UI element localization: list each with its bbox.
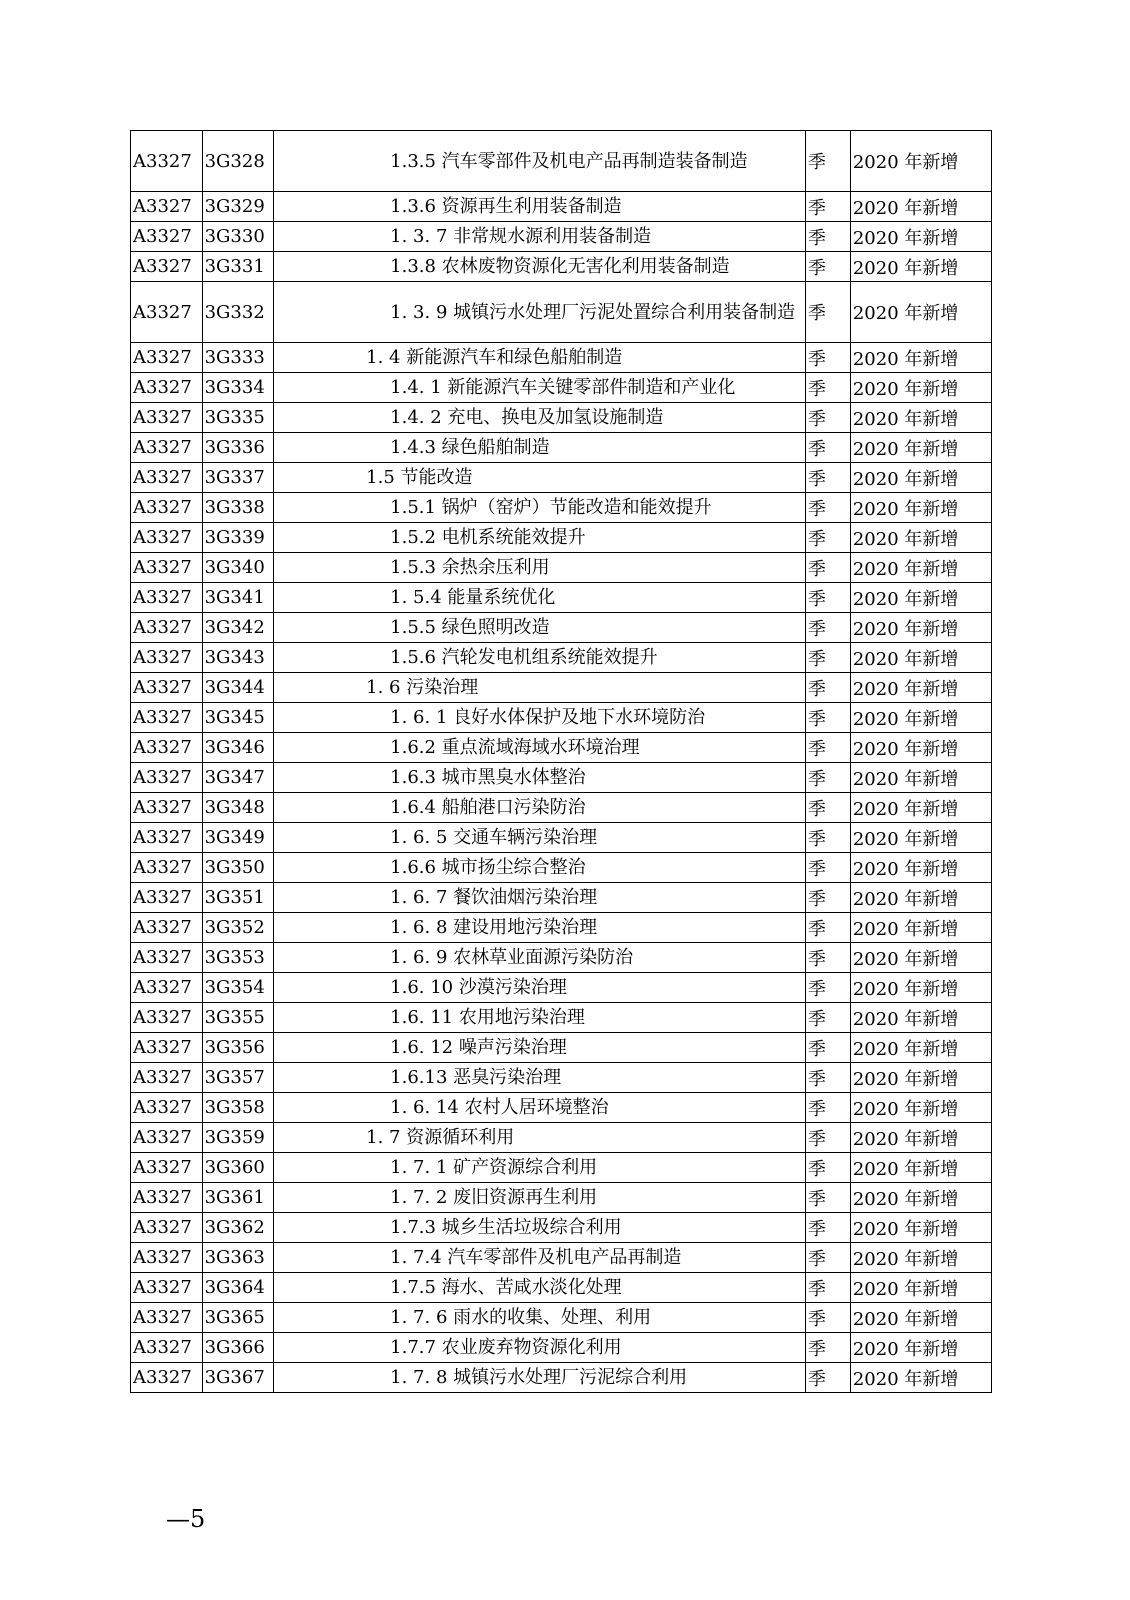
indicator-name: 1.5.6 汽轮发电机组系统能效提升 bbox=[390, 647, 658, 668]
indicator-name-cell bbox=[274, 1243, 806, 1273]
remark-cell: 2020 年新增 bbox=[850, 553, 991, 583]
code-b-cell: 3G342 bbox=[202, 613, 274, 643]
code-b-cell: 3G344 bbox=[202, 673, 274, 703]
frequency-cell: 季 bbox=[805, 1363, 850, 1393]
table-row bbox=[131, 1213, 992, 1243]
indicator-name-cell bbox=[274, 1003, 806, 1033]
frequency-cell: 季 bbox=[805, 523, 850, 553]
code-a-cell: A3327 bbox=[131, 343, 203, 373]
remark-cell: 2020 年新增 bbox=[850, 583, 991, 613]
table-row bbox=[131, 823, 992, 853]
remark-cell: 2020 年新增 bbox=[850, 282, 991, 343]
indicator-name: 1.7.5 海水、苦咸水淡化处理 bbox=[390, 1277, 622, 1298]
frequency-cell: 季 bbox=[805, 463, 850, 493]
code-b-cell: 3G356 bbox=[202, 1033, 274, 1063]
indicator-name-cell bbox=[274, 853, 806, 883]
frequency-cell: 季 bbox=[805, 131, 850, 192]
remark-cell: 2020 年新增 bbox=[850, 493, 991, 523]
table-row bbox=[131, 493, 992, 523]
frequency-cell: 季 bbox=[805, 1003, 850, 1033]
code-a-cell: A3327 bbox=[131, 1363, 203, 1393]
indicator-name-cell bbox=[274, 733, 806, 763]
code-b-cell: 3G338 bbox=[202, 493, 274, 523]
code-a-cell: A3327 bbox=[131, 733, 203, 763]
indicator-name: 1. 7. 1 矿产资源综合利用 bbox=[390, 1157, 598, 1178]
code-b-cell: 3G363 bbox=[202, 1243, 274, 1273]
table-row bbox=[131, 1273, 992, 1303]
code-b-cell: 3G347 bbox=[202, 763, 274, 793]
code-b-cell: 3G359 bbox=[202, 1123, 274, 1153]
code-a-cell: A3327 bbox=[131, 763, 203, 793]
code-b-cell: 3G341 bbox=[202, 583, 274, 613]
code-b-cell: 3G350 bbox=[202, 853, 274, 883]
indicator-name: 1.6. 11 农用地污染治理 bbox=[390, 1007, 585, 1028]
remark-cell: 2020 年新增 bbox=[850, 913, 991, 943]
remark-cell: 2020 年新增 bbox=[850, 222, 991, 252]
indicator-name: 1. 7. 6 雨水的收集、处理、利用 bbox=[390, 1307, 652, 1328]
remark-cell: 2020 年新增 bbox=[850, 252, 991, 282]
table-row bbox=[131, 553, 992, 583]
code-b-cell: 3G328 bbox=[202, 131, 274, 192]
frequency-cell: 季 bbox=[805, 643, 850, 673]
indicator-name: 1.5.2 电机系统能效提升 bbox=[390, 527, 586, 548]
indicator-name: 1. 6 污染治理 bbox=[366, 677, 479, 698]
code-b-cell: 3G340 bbox=[202, 553, 274, 583]
remark-cell: 2020 年新增 bbox=[850, 463, 991, 493]
indicator-name-cell bbox=[274, 553, 806, 583]
remark-cell: 2020 年新增 bbox=[850, 1033, 991, 1063]
remark-cell: 2020 年新增 bbox=[850, 1363, 991, 1393]
indicator-name: 1.6.6 城市扬尘综合整治 bbox=[390, 857, 586, 878]
frequency-cell: 季 bbox=[805, 1213, 850, 1243]
code-a-cell: A3327 bbox=[131, 943, 203, 973]
frequency-cell: 季 bbox=[805, 673, 850, 703]
frequency-cell: 季 bbox=[805, 373, 850, 403]
indicator-table bbox=[130, 130, 992, 1393]
code-a-cell: A3327 bbox=[131, 403, 203, 433]
table-row bbox=[131, 793, 992, 823]
indicator-name: 1.5.5 绿色照明改造 bbox=[390, 617, 550, 638]
table-row bbox=[131, 1303, 992, 1333]
remark-cell: 2020 年新增 bbox=[850, 433, 991, 463]
frequency-cell: 季 bbox=[805, 853, 850, 883]
code-a-cell: A3327 bbox=[131, 973, 203, 1003]
frequency-cell: 季 bbox=[805, 1303, 850, 1333]
code-b-cell: 3G329 bbox=[202, 192, 274, 222]
indicator-name: 1. 7. 2 废旧资源再生利用 bbox=[390, 1187, 598, 1208]
indicator-name: 1. 6. 8 建设用地污染治理 bbox=[390, 917, 598, 938]
code-b-cell: 3G357 bbox=[202, 1063, 274, 1093]
indicator-name: 1.6.4 船舶港口污染防治 bbox=[390, 797, 586, 818]
code-b-cell: 3G345 bbox=[202, 703, 274, 733]
frequency-cell: 季 bbox=[805, 1333, 850, 1363]
code-a-cell: A3327 bbox=[131, 373, 203, 403]
indicator-name: 1. 7.4 汽车零部件及机电产品再制造 bbox=[390, 1247, 682, 1268]
code-b-cell: 3G367 bbox=[202, 1363, 274, 1393]
indicator-name: 1. 6. 1 良好水体保护及地下水环境防治 bbox=[390, 707, 706, 728]
indicator-name: 1.5.3 余热余压利用 bbox=[390, 557, 550, 578]
code-b-cell: 3G337 bbox=[202, 463, 274, 493]
code-a-cell: A3327 bbox=[131, 493, 203, 523]
table-row bbox=[131, 853, 992, 883]
code-b-cell: 3G360 bbox=[202, 1153, 274, 1183]
indicator-name: 1. 7. 8 城镇污水处理厂污泥综合利用 bbox=[390, 1367, 688, 1388]
code-a-cell: A3327 bbox=[131, 1333, 203, 1363]
frequency-cell: 季 bbox=[805, 763, 850, 793]
indicator-name: 1.3.5 汽车零部件及机电产品再制造装备制造 bbox=[390, 150, 748, 172]
frequency-cell: 季 bbox=[805, 343, 850, 373]
code-a-cell: A3327 bbox=[131, 643, 203, 673]
indicator-name: 1.7.7 农业废弃物资源化利用 bbox=[390, 1337, 622, 1358]
code-b-cell: 3G351 bbox=[202, 883, 274, 913]
frequency-cell: 季 bbox=[805, 493, 850, 523]
table-row bbox=[131, 583, 992, 613]
indicator-name: 1. 4 新能源汽车和绿色船舶制造 bbox=[366, 347, 623, 368]
frequency-cell: 季 bbox=[805, 1243, 850, 1273]
remark-cell: 2020 年新增 bbox=[850, 1333, 991, 1363]
code-b-cell: 3G365 bbox=[202, 1303, 274, 1333]
page-number: —5 bbox=[166, 1505, 206, 1533]
indicator-name-cell bbox=[274, 343, 806, 373]
indicator-name-cell bbox=[274, 1303, 806, 1333]
indicator-name-cell bbox=[274, 523, 806, 553]
code-a-cell: A3327 bbox=[131, 463, 203, 493]
code-a-cell: A3327 bbox=[131, 1123, 203, 1153]
frequency-cell: 季 bbox=[805, 553, 850, 583]
indicator-name-cell bbox=[274, 433, 806, 463]
code-a-cell: A3327 bbox=[131, 192, 203, 222]
code-a-cell: A3327 bbox=[131, 823, 203, 853]
table-row bbox=[131, 613, 992, 643]
remark-cell: 2020 年新增 bbox=[850, 973, 991, 1003]
table-row bbox=[131, 1003, 992, 1033]
remark-cell: 2020 年新增 bbox=[850, 192, 991, 222]
code-a-cell: A3327 bbox=[131, 282, 203, 343]
remark-cell: 2020 年新增 bbox=[850, 1243, 991, 1273]
code-b-cell: 3G358 bbox=[202, 1093, 274, 1123]
table-row bbox=[131, 913, 992, 943]
code-b-cell: 3G364 bbox=[202, 1273, 274, 1303]
table-row bbox=[131, 1243, 992, 1273]
indicator-name-cell bbox=[274, 1123, 806, 1153]
indicator-name: 1.6. 10 沙漠污染治理 bbox=[390, 977, 567, 998]
frequency-cell: 季 bbox=[805, 973, 850, 1003]
table-row bbox=[131, 282, 992, 343]
table-row bbox=[131, 1183, 992, 1213]
remark-cell: 2020 年新增 bbox=[850, 1303, 991, 1333]
code-a-cell: A3327 bbox=[131, 1183, 203, 1213]
frequency-cell: 季 bbox=[805, 613, 850, 643]
remark-cell: 2020 年新增 bbox=[850, 703, 991, 733]
code-b-cell: 3G346 bbox=[202, 733, 274, 763]
frequency-cell: 季 bbox=[805, 252, 850, 282]
table-row bbox=[131, 463, 992, 493]
frequency-cell: 季 bbox=[805, 192, 850, 222]
indicator-name: 1.6. 12 噪声污染治理 bbox=[390, 1037, 567, 1058]
indicator-name-cell bbox=[274, 282, 806, 343]
code-a-cell: A3327 bbox=[131, 433, 203, 463]
table-row bbox=[131, 733, 992, 763]
remark-cell: 2020 年新增 bbox=[850, 1213, 991, 1243]
frequency-cell: 季 bbox=[805, 1153, 850, 1183]
code-a-cell: A3327 bbox=[131, 1303, 203, 1333]
frequency-cell: 季 bbox=[805, 943, 850, 973]
frequency-cell: 季 bbox=[805, 793, 850, 823]
code-b-cell: 3G343 bbox=[202, 643, 274, 673]
indicator-name: 1.3.6 资源再生利用装备制造 bbox=[390, 196, 622, 217]
indicator-name-cell bbox=[274, 222, 806, 252]
code-b-cell: 3G348 bbox=[202, 793, 274, 823]
code-a-cell: A3327 bbox=[131, 553, 203, 583]
table-body bbox=[131, 131, 992, 1393]
indicator-name-cell bbox=[274, 583, 806, 613]
code-b-cell: 3G335 bbox=[202, 403, 274, 433]
indicator-name-cell bbox=[274, 643, 806, 673]
remark-cell: 2020 年新增 bbox=[850, 793, 991, 823]
indicator-name-cell bbox=[274, 883, 806, 913]
remark-cell: 2020 年新增 bbox=[850, 1183, 991, 1213]
table-row bbox=[131, 973, 992, 1003]
remark-cell: 2020 年新增 bbox=[850, 733, 991, 763]
code-b-cell: 3G332 bbox=[202, 282, 274, 343]
indicator-name: 1. 6. 14 农村人居环境整治 bbox=[390, 1097, 609, 1118]
remark-cell: 2020 年新增 bbox=[850, 943, 991, 973]
indicator-name-cell bbox=[274, 1363, 806, 1393]
frequency-cell: 季 bbox=[805, 1183, 850, 1213]
remark-cell: 2020 年新增 bbox=[850, 883, 991, 913]
indicator-name-cell bbox=[274, 763, 806, 793]
indicator-name: 1.6.3 城市黑臭水体整治 bbox=[390, 767, 586, 788]
table-row bbox=[131, 763, 992, 793]
indicator-name: 1.4.3 绿色船舶制造 bbox=[390, 437, 550, 458]
indicator-name: 1. 5.4 能量系统优化 bbox=[390, 587, 556, 608]
code-b-cell: 3G362 bbox=[202, 1213, 274, 1243]
table-row bbox=[131, 1363, 992, 1393]
table-row bbox=[131, 643, 992, 673]
code-a-cell: A3327 bbox=[131, 703, 203, 733]
table-row bbox=[131, 403, 992, 433]
frequency-cell: 季 bbox=[805, 1093, 850, 1123]
indicator-name-cell bbox=[274, 1093, 806, 1123]
remark-cell: 2020 年新增 bbox=[850, 403, 991, 433]
frequency-cell: 季 bbox=[805, 823, 850, 853]
code-a-cell: A3327 bbox=[131, 1213, 203, 1243]
frequency-cell: 季 bbox=[805, 1123, 850, 1153]
code-a-cell: A3327 bbox=[131, 1153, 203, 1183]
code-a-cell: A3327 bbox=[131, 1033, 203, 1063]
code-a-cell: A3327 bbox=[131, 252, 203, 282]
indicator-name: 1.6.2 重点流域海域水环境治理 bbox=[390, 737, 640, 758]
table-row bbox=[131, 943, 992, 973]
table-row bbox=[131, 1063, 992, 1093]
indicator-name-cell bbox=[274, 973, 806, 1003]
table-row bbox=[131, 883, 992, 913]
indicator-name: 1.3.8 农林废物资源化无害化利用装备制造 bbox=[390, 256, 730, 277]
remark-cell: 2020 年新增 bbox=[850, 823, 991, 853]
remark-cell: 2020 年新增 bbox=[850, 1093, 991, 1123]
indicator-name-cell bbox=[274, 613, 806, 643]
indicator-name-cell bbox=[274, 463, 806, 493]
indicator-name: 1.4. 1 新能源汽车关键零部件制造和产业化 bbox=[390, 377, 736, 398]
code-b-cell: 3G353 bbox=[202, 943, 274, 973]
remark-cell: 2020 年新增 bbox=[850, 673, 991, 703]
indicator-name: 1. 6. 9 农林草业面源污染防治 bbox=[390, 947, 634, 968]
indicator-name-cell bbox=[274, 823, 806, 853]
frequency-cell: 季 bbox=[805, 913, 850, 943]
code-b-cell: 3G349 bbox=[202, 823, 274, 853]
remark-cell: 2020 年新增 bbox=[850, 1273, 991, 1303]
remark-cell: 2020 年新增 bbox=[850, 1123, 991, 1153]
code-a-cell: A3327 bbox=[131, 1243, 203, 1273]
code-a-cell: A3327 bbox=[131, 673, 203, 703]
frequency-cell: 季 bbox=[805, 403, 850, 433]
indicator-name: 1.5.1 锅炉（窑炉）节能改造和能效提升 bbox=[390, 497, 712, 518]
frequency-cell: 季 bbox=[805, 1033, 850, 1063]
remark-cell: 2020 年新增 bbox=[850, 613, 991, 643]
indicator-name-cell bbox=[274, 1033, 806, 1063]
code-a-cell: A3327 bbox=[131, 883, 203, 913]
frequency-cell: 季 bbox=[805, 703, 850, 733]
table-row bbox=[131, 1093, 992, 1123]
indicator-name-cell bbox=[274, 252, 806, 282]
code-b-cell: 3G330 bbox=[202, 222, 274, 252]
table-row bbox=[131, 222, 992, 252]
table-row bbox=[131, 131, 992, 192]
table-row bbox=[131, 373, 992, 403]
indicator-name: 1. 7 资源循环利用 bbox=[366, 1127, 515, 1148]
indicator-name-cell bbox=[274, 913, 806, 943]
code-a-cell: A3327 bbox=[131, 913, 203, 943]
table-row bbox=[131, 523, 992, 553]
frequency-cell: 季 bbox=[805, 433, 850, 463]
indicator-name: 1.6.13 恶臭污染治理 bbox=[390, 1067, 562, 1088]
code-b-cell: 3G334 bbox=[202, 373, 274, 403]
table-row bbox=[131, 1123, 992, 1153]
code-a-cell: A3327 bbox=[131, 1063, 203, 1093]
indicator-name: 1. 3. 9 城镇污水处理厂污泥处置综合利用装备制造 bbox=[390, 301, 796, 323]
table-row bbox=[131, 673, 992, 703]
code-b-cell: 3G352 bbox=[202, 913, 274, 943]
indicator-name: 1.4. 2 充电、换电及加氢设施制造 bbox=[390, 407, 664, 428]
code-a-cell: A3327 bbox=[131, 131, 203, 192]
frequency-cell: 季 bbox=[805, 733, 850, 763]
code-a-cell: A3327 bbox=[131, 583, 203, 613]
table-row bbox=[131, 1153, 992, 1183]
indicator-name-cell bbox=[274, 131, 806, 192]
code-b-cell: 3G333 bbox=[202, 343, 274, 373]
code-b-cell: 3G331 bbox=[202, 252, 274, 282]
code-a-cell: A3327 bbox=[131, 222, 203, 252]
indicator-name: 1.5 节能改造 bbox=[366, 467, 473, 488]
indicator-name-cell bbox=[274, 793, 806, 823]
code-a-cell: A3327 bbox=[131, 523, 203, 553]
indicator-name: 1.7.3 城乡生活垃圾综合利用 bbox=[390, 1217, 622, 1238]
frequency-cell: 季 bbox=[805, 1273, 850, 1303]
code-a-cell: A3327 bbox=[131, 1093, 203, 1123]
table-row bbox=[131, 252, 992, 282]
code-b-cell: 3G336 bbox=[202, 433, 274, 463]
remark-cell: 2020 年新增 bbox=[850, 373, 991, 403]
table-row bbox=[131, 1333, 992, 1363]
table-row bbox=[131, 703, 992, 733]
indicator-name: 1. 3. 7 非常规水源利用装备制造 bbox=[390, 226, 652, 247]
indicator-name-cell bbox=[274, 1063, 806, 1093]
code-a-cell: A3327 bbox=[131, 613, 203, 643]
indicator-name-cell bbox=[274, 673, 806, 703]
code-b-cell: 3G354 bbox=[202, 973, 274, 1003]
frequency-cell: 季 bbox=[805, 583, 850, 613]
indicator-name-cell bbox=[274, 943, 806, 973]
code-b-cell: 3G339 bbox=[202, 523, 274, 553]
code-a-cell: A3327 bbox=[131, 1003, 203, 1033]
indicator-name-cell bbox=[274, 1333, 806, 1363]
indicator-name-cell bbox=[274, 192, 806, 222]
remark-cell: 2020 年新增 bbox=[850, 1153, 991, 1183]
indicator-name-cell bbox=[274, 1153, 806, 1183]
code-a-cell: A3327 bbox=[131, 853, 203, 883]
frequency-cell: 季 bbox=[805, 1063, 850, 1093]
indicator-name-cell bbox=[274, 493, 806, 523]
table-row bbox=[131, 433, 992, 463]
table-row bbox=[131, 192, 992, 222]
indicator-name: 1. 6. 7 餐饮油烟污染治理 bbox=[390, 887, 598, 908]
indicator-name-cell bbox=[274, 703, 806, 733]
remark-cell: 2020 年新增 bbox=[850, 763, 991, 793]
code-a-cell: A3327 bbox=[131, 1273, 203, 1303]
remark-cell: 2020 年新增 bbox=[850, 643, 991, 673]
frequency-cell: 季 bbox=[805, 222, 850, 252]
code-b-cell: 3G355 bbox=[202, 1003, 274, 1033]
indicator-name-cell bbox=[274, 1183, 806, 1213]
remark-cell: 2020 年新增 bbox=[850, 853, 991, 883]
table-row bbox=[131, 1033, 992, 1063]
indicator-name-cell bbox=[274, 373, 806, 403]
indicator-name-cell bbox=[274, 1273, 806, 1303]
indicator-name: 1. 6. 5 交通车辆污染治理 bbox=[390, 827, 598, 848]
remark-cell: 2020 年新增 bbox=[850, 523, 991, 553]
code-a-cell: A3327 bbox=[131, 793, 203, 823]
frequency-cell: 季 bbox=[805, 883, 850, 913]
frequency-cell: 季 bbox=[805, 282, 850, 343]
indicator-name-cell bbox=[274, 403, 806, 433]
indicator-name-cell bbox=[274, 1213, 806, 1243]
table-row bbox=[131, 343, 992, 373]
remark-cell: 2020 年新增 bbox=[850, 131, 991, 192]
remark-cell: 2020 年新增 bbox=[850, 343, 991, 373]
code-b-cell: 3G361 bbox=[202, 1183, 274, 1213]
remark-cell: 2020 年新增 bbox=[850, 1003, 991, 1033]
code-b-cell: 3G366 bbox=[202, 1333, 274, 1363]
remark-cell: 2020 年新增 bbox=[850, 1063, 991, 1093]
